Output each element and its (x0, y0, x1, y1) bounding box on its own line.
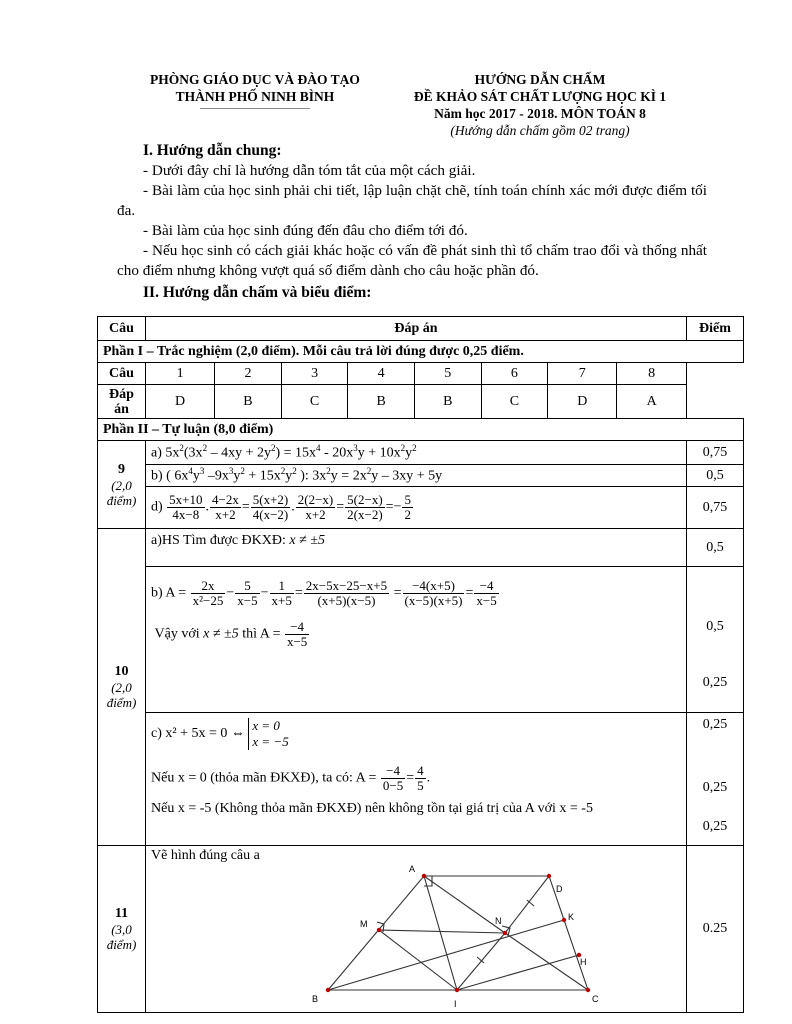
col-header-question: Câu (98, 317, 146, 341)
label-m: M (360, 919, 368, 929)
q9a-answer: a) $5x^2(3x^2 - 4xy + 2y^2) = 15x^4 - 20x^3y + 10x^2y^2$ (146, 441, 687, 465)
q11-points: (3,0 điểm) (106, 922, 137, 952)
q11-answer (146, 846, 687, 1013)
label-d: D (556, 884, 563, 894)
point-c (586, 988, 590, 992)
q10b-expression: b) A = $\frac{2x}{\text{x²−25}}$ − $\frac{5}{x-5}$ − $\frac{1}{x+5}$ = $\frac{2x-5x-25-x+5}{(x+5)(x-5)}$ = $\frac{-4(x+5)}{(x-5)(x+5)}$ = $\frac{-4}{x-5}$ (151, 578, 497, 608)
doc-title: HƯỚNG DẪN CHẤM (474, 72, 606, 87)
label-n: N (495, 916, 502, 926)
col-header-answer: Đáp án (146, 317, 687, 341)
segment-ni (457, 933, 505, 990)
q10b-score: 0,5 (706, 619, 724, 634)
q11-label (98, 846, 146, 1013)
point-i (455, 988, 459, 992)
q10-number: 10 (114, 664, 129, 679)
guide-line-3: - Bài làm của học sinh đúng đến đâu cho điểm tới đó. (143, 222, 468, 239)
guide-line-1: - Dưới đây chỉ là hướng dẫn tóm tắt của một cách giải. (143, 162, 476, 179)
mc-answer: D (146, 385, 215, 419)
trapezoid-outline (328, 876, 588, 990)
guide-line-2: - Bài làm của học sinh phải chi tiết, lập luận chặt chẽ, tính toán chính xác mới được điểm tối đa. (117, 182, 707, 219)
segment-mn (379, 930, 505, 933)
q10b-conclusion-text: Vậy với (154, 626, 200, 642)
label-c: C (592, 994, 599, 1004)
segment-nd (505, 876, 549, 933)
mc-number: 6 (481, 363, 548, 385)
mc-number: 2 (215, 363, 282, 385)
mc-question-label: Câu (98, 363, 146, 385)
mc-answer: B (215, 385, 282, 419)
q9-number: 9 (118, 461, 125, 477)
q10c-text: c) x² + 5x = 0 ⇔ (151, 726, 245, 742)
segment-ai (424, 876, 457, 990)
q9a-score: 0,75 (687, 441, 744, 465)
q10b-conclusion-then: thì (242, 626, 257, 642)
q9d-score: 0,75 (687, 487, 744, 529)
mc-number: 5 (414, 363, 481, 385)
school-year: Năm học 2017 - 2018. MÔN TOÁN 8 (434, 106, 646, 121)
segment-mi (379, 930, 457, 990)
q10c-score-1: 0,25 (702, 717, 728, 732)
mc-number: 8 (617, 363, 687, 385)
q10b-scores (687, 567, 744, 713)
label-i: I (454, 999, 457, 1009)
part-1-title: Phần I – Trắc nghiệm (2,0 điểm). Mỗi câu trả lời đúng được 0,25 điểm. (98, 341, 744, 363)
q10c-score-3: 0,25 (702, 819, 728, 834)
city-name: THÀNH PHỐ NINH BÌNH (175, 89, 335, 104)
label-h: H (580, 957, 587, 967)
q9-label (98, 441, 146, 529)
point-k (562, 918, 566, 922)
label-k: K (568, 912, 575, 922)
header-right (390, 71, 690, 139)
q10c-scores (687, 713, 744, 846)
mc-answer: B (348, 385, 415, 419)
mc-answer: C (481, 385, 548, 419)
segment-nc (505, 933, 588, 990)
mc-number: 4 (348, 363, 415, 385)
q9d-prefix: d) (151, 499, 163, 515)
exam-title: ĐỀ KHẢO SÁT CHẤT LƯỢNG HỌC KÌ 1 (413, 89, 667, 104)
geometry-figure (274, 862, 599, 1010)
mc-number: 7 (548, 363, 617, 385)
q10b-conclusion: Vậy với x ≠ ±5 thì A = $\frac{-4}{x-5}$ (154, 619, 308, 649)
segment-an (424, 876, 505, 933)
page-note: (Hướng dẫn chấm gồm 02 trang) (450, 123, 630, 138)
q10-label (98, 529, 146, 846)
q10a-text: a)HS Tìm được ĐKXĐ: (151, 533, 286, 548)
point-a (422, 874, 426, 878)
grading-table (97, 316, 744, 1013)
q10c-case1-text: Nếu x = 0 (thỏa mãn ĐKXĐ), ta có: (151, 770, 353, 786)
q10c-case1: Nếu x = 0 (thỏa mãn ĐKXĐ), ta có: A = $\frac{-4}{0-5}$ = $\frac{4}{5}$ . (151, 763, 431, 793)
label-a: A (409, 864, 416, 874)
section-2-title: II. Hướng dẫn chấm và biểu điểm: (143, 284, 372, 301)
q10c-answer (146, 713, 687, 846)
q11-number: 11 (114, 906, 129, 921)
q10c-root1: x = 0 (252, 718, 280, 733)
q9a-prefix: a) 5x (151, 445, 180, 461)
q9d-answer: d) $\frac{5x+10}{4x-8}$ . $\frac{4-2x}{x+2}$ = $\frac{5(x+2)}{4(x-2)}$ . $\frac{2(2-x)}{x+2}$ = $\frac{5(2-x)}{2(x-2)}$ =− $\frac{5}{2}$ (146, 487, 687, 529)
point-d (547, 874, 551, 878)
mc-answer-row (98, 385, 744, 419)
q9-points: (2,0 điểm) (106, 477, 137, 508)
q10a-score: 0,5 (687, 529, 744, 567)
mc-number: 3 (281, 363, 348, 385)
q10-points: (2,0 điểm) (106, 680, 137, 710)
q9b-answer: b) ( $6x^4y^3$ $-9x^3y^2 + 15x^2y^2$ ): $3x^2y = 2x^2y - 3xy + 5y$ (146, 465, 687, 487)
q10c-root2: x = −5 (252, 734, 289, 749)
q10b-answer (146, 567, 687, 713)
q10c-case2: Nếu x = -5 (Không thỏa mãn ĐKXĐ) nên không tồn tại giá trị của A với x = -5 (151, 801, 593, 816)
q9b-prefix: b) ( 6x (151, 468, 189, 484)
mc-number: 1 (146, 363, 215, 385)
q9b-score: 0,5 (687, 465, 744, 487)
department-name: PHÒNG GIÁO DỤC VÀ ĐÀO TẠO (150, 72, 360, 87)
q10c-equation (151, 718, 681, 750)
q10c-score-2: 0,25 (702, 780, 728, 795)
guide-line-4: - Nếu học sinh có cách giải khác hoặc có vấn đề phát sinh thì tổ chấm trao đổi và thống nhất cho điểm nhưng không vượt quá số điểm dành cho câu hoặc phần đó. (117, 242, 707, 279)
q10b-conclusion-cond: x ≠ ±5 (203, 626, 239, 642)
point-m (377, 928, 381, 932)
point-b (326, 988, 330, 992)
header-left (110, 71, 400, 109)
part-2-title: Phần II – Tự luận (8,0 điểm) (98, 419, 744, 441)
q11-score: 0.25 (687, 846, 744, 1013)
mc-answer: C (281, 385, 348, 419)
point-n (503, 931, 507, 935)
segment-ih (457, 955, 579, 990)
section-1-title: I. Hướng dẫn chung: (143, 142, 282, 159)
q10b-label: b) A = (151, 585, 187, 601)
col-header-score: Điểm (687, 317, 744, 341)
q10a-condition: x ≠ ±5 (289, 533, 325, 548)
q10b2-score: 0,25 (702, 675, 728, 690)
header-divider (200, 108, 310, 109)
mc-answer-label: Đáp án (98, 385, 146, 419)
mc-answer: B (414, 385, 481, 419)
q10a-answer (146, 529, 687, 567)
mc-answer: D (548, 385, 617, 419)
segment-bk (328, 920, 564, 990)
q11-text: Vẽ hình đúng câu a (151, 848, 260, 863)
mc-answer: A (617, 385, 687, 419)
general-guide (117, 141, 707, 303)
mc-number-row (98, 363, 744, 385)
label-b: B (312, 994, 319, 1004)
